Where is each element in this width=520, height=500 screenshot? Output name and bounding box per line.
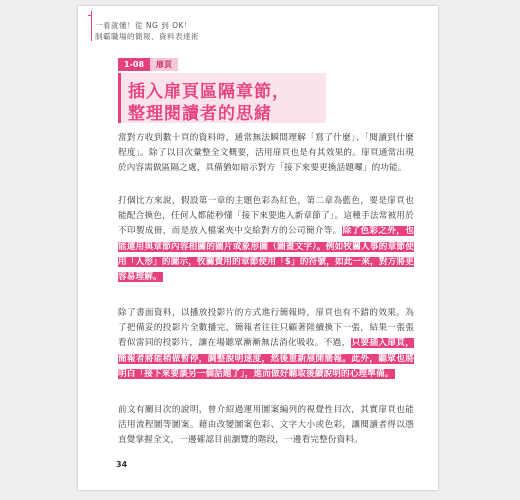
paragraph-3-highlight: 只要插入扉頁，簡報者將能稍做暫停，調整說明速度，然後重新展開簡報。此外，聽眾也將明白「接下來要談另一個話題了」，進而做好聽取後續說明的心理準備。 [118, 338, 414, 379]
paragraph-3-text: 除了書面資料，以播放投影片的方式進行簡報時，扉頁也有不錯的效果。為了把備妥的投影片全數播完，簡報者往往只顧著陸續換下一張，結果一張張看似雷同的投影片，讓在場聽眾漸漸無法消化吸收。不過， [118, 308, 414, 349]
book-page [78, 6, 438, 490]
section-badge [118, 58, 178, 71]
section-number: 1-08 [118, 58, 150, 71]
body-paragraph-1: 當對方收到數十頁的資料時，通常無法瞬間理解「寫了什麼」、「閱讀到什麼程度」。除了以目次彙整全文概要，活用扉頁也是有其效果的。扉頁通常出現於內容需做區隔之處，具備猶如暗示對方「接下來要更換話題囉」的功能。 [118, 133, 414, 174]
paragraph-2-highlight: 除了色彩之外，也能運用與章節內容相關的圖片或象形圖（圖畫文字）。例如牧關人事的章節使用「人形」的圖示，牧關費用的章節使用「$」的符號，如此一來，對方將更容易理解。 [118, 226, 414, 283]
header-rule-tick [88, 15, 92, 16]
paragraph-2-text: 打個比方來說，假設第一章的主題色彩為紅色，第二章為藍色，要是扉頁也能配合換色，任何人都能秒懂「接下來要進入新章節了」。這種手法常被用於不印製成冊，而是放入檔案夾中交給對方的公司簡介等。 [118, 196, 414, 237]
body-paragraph-2 [118, 194, 414, 285]
section-name: 扉頁 [150, 58, 178, 71]
page-title-line-2: 整理閱讀者的思緒 [128, 104, 272, 124]
header-subtitle: 制霸職場的簡報、資料表達術 [95, 32, 199, 41]
header-series-title: 一看就懂！從 NG 到 OK！ [95, 21, 192, 30]
page-title-line-1: 插入扉頁區隔章節， [128, 82, 290, 102]
title-accent-bar [118, 73, 121, 123]
page-number: 34 [116, 460, 128, 469]
body-paragraph-3 [118, 306, 414, 382]
body-paragraph-4: 前文有關目次的說明，曾介紹過運用圖案編列的視覺性目次，其實扉頁也能活用流程圖等圖案。藉由改變圖案色彩、文字大小或色彩，讓閱讀者得以憑直覺掌握全文，一邊確認目前瀏覽的階段，一邊看完整份資料。 [118, 405, 414, 446]
